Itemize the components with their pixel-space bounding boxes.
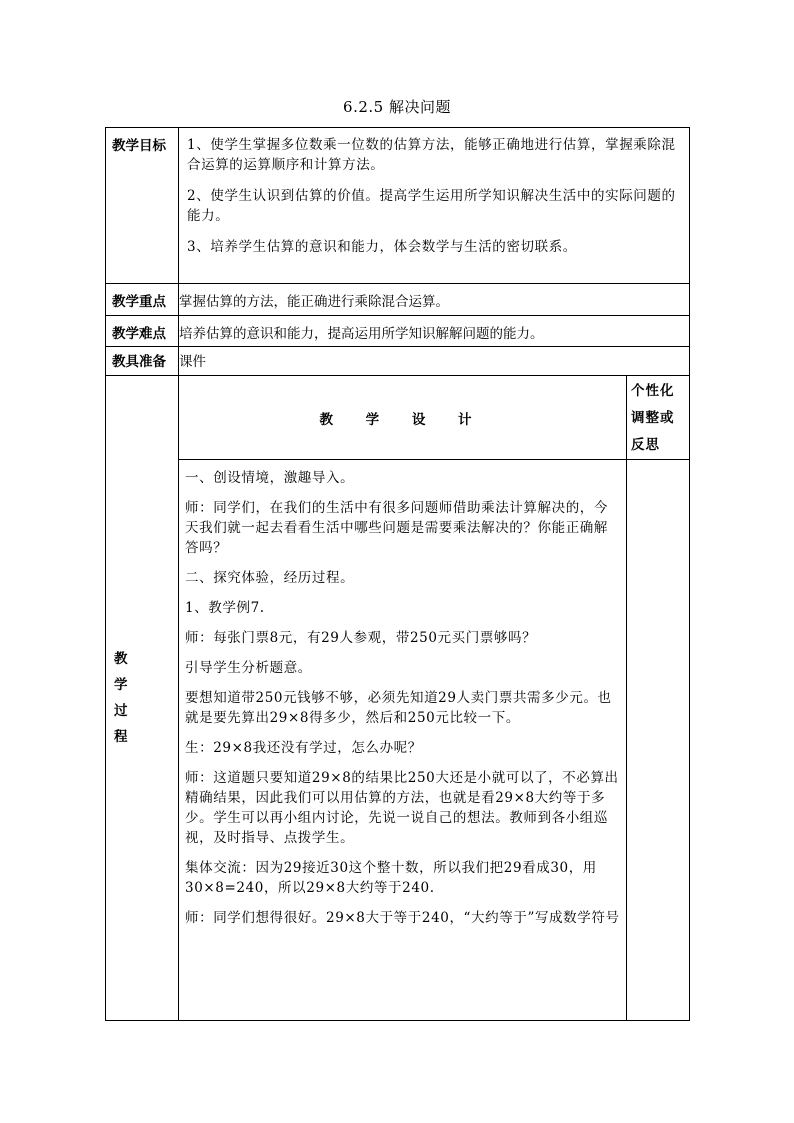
- process-label-char: 程: [114, 729, 128, 745]
- process-paragraph: 师：同学们想得很好。29×8大于等于240，“大约等于”写成数学符号: [185, 910, 620, 926]
- adjustment-header: 个性化调整或反思: [627, 376, 690, 460]
- key-points-text: 掌握估算的方法，能正确进行乘除混合运算。: [179, 284, 690, 316]
- objectives-label: 教学目标: [106, 128, 179, 284]
- process-paragraph: 一、创设情境，激趣导入。: [185, 470, 355, 486]
- key-points-row: [106, 284, 690, 316]
- process-header-row: [106, 376, 690, 460]
- process-paragraph: 1、教学例7.: [185, 600, 265, 616]
- lesson-plan-table: [105, 127, 690, 1021]
- difficulties-row: [106, 316, 690, 347]
- process-paragraph: 师：同学们，在我们的生活中有很多问题师借助乘法计算解决的，今天我们就一起去看看生活中哪些问题是需要乘法解决的？你能正确解答吗？: [185, 500, 608, 556]
- process-label-char: 学: [114, 677, 128, 693]
- process-paragraph: 二、探究体验，经历过程。: [185, 570, 355, 586]
- process-label-char: 教: [114, 651, 128, 667]
- difficulties-text: 培养估算的意识和能力，提高运用所学知识解解问题的能力。: [179, 316, 690, 347]
- process-label: [106, 376, 179, 1021]
- process-body-row: [106, 460, 690, 1021]
- adjustment-cell: [627, 460, 690, 1021]
- key-points-label: 教学重点: [106, 284, 179, 316]
- process-label-char: 过: [114, 703, 128, 719]
- materials-text: 课件: [179, 347, 690, 376]
- process-paragraph: 生：29×8我还没有学过，怎么办呢？: [185, 740, 422, 756]
- process-paragraph: 师：这道题只要知道29×8的结果比250大还是小就可以了，不必算出精确结果，因此我们可以用估算的方法，也就是看29×8大约等于多少。学生可以再小组内讨论，先说一说自己的想法。教师到各小组巡视，及时指导、点拨学生。: [185, 770, 619, 846]
- process-content: [179, 460, 627, 1021]
- objectives-row: [106, 128, 690, 284]
- materials-row: [106, 347, 690, 376]
- objective-1: 1、使学生掌握多位数乘一位数的估算方法，能够正确地进行估算，掌握乘除混合运算的运算顺序和计算方法。: [187, 137, 676, 173]
- objective-3: 3、培养学生估算的意识和能力，体会数学与生活的密切联系。: [187, 239, 577, 255]
- difficulties-label: 教学难点: [106, 316, 179, 347]
- objectives-content: [179, 128, 690, 284]
- design-header: 教 学 设 计: [179, 376, 627, 460]
- materials-label: 教具准备: [106, 347, 179, 376]
- process-paragraph: 师：每张门票8元，有29人参观，带250元买门票够吗？: [185, 630, 537, 646]
- objective-2: 2、使学生认识到估算的价值。提高学生运用所学知识解决生活中的实际问题的能力。: [187, 188, 676, 224]
- process-paragraph: 引导学生分析题意。: [185, 660, 312, 676]
- process-paragraph: 集体交流：因为29接近30这个整十数，所以我们把29看成30，用30×8=240，所以29×8大约等于240.: [185, 860, 597, 896]
- page-title: 6.2.5 解决问题: [343, 98, 451, 116]
- process-paragraph: 要想知道带250元钱够不够，必须先知道29人卖门票共需多少元。也就是要先算出29×8得多少，然后和250元比较一下。: [185, 690, 612, 726]
